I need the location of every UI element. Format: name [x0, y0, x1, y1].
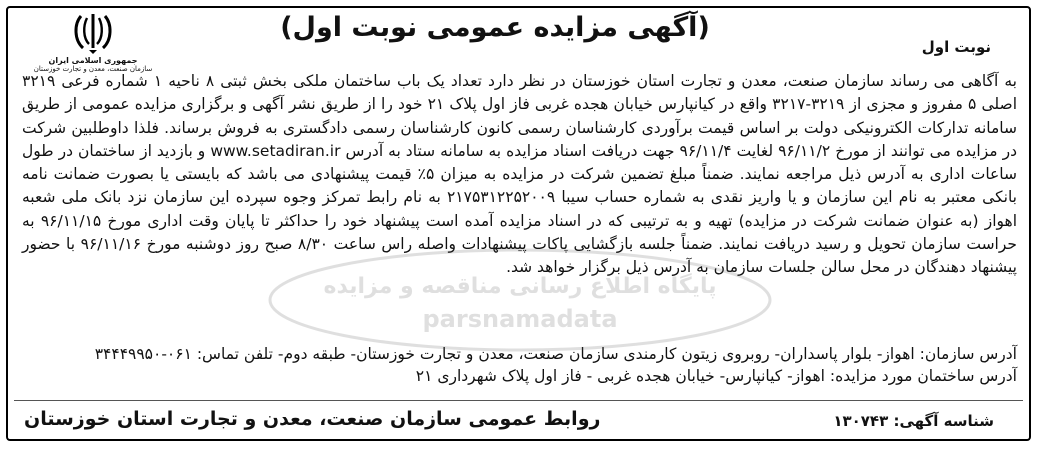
watermark-line2: parsnamadata [422, 305, 618, 333]
notice-body [22, 70, 1017, 280]
building-address: آدرس ساختمان مورد مزایده: اهواز- کیانپارس- خیابان هجده غربی - فاز اول پلاک شهرداری ۲۱ [415, 367, 1017, 385]
address-block [22, 343, 1017, 387]
round-label: نوبت اول [921, 38, 991, 56]
ad-id: شناسه آگهی: ۱۳۰۷۴۳ [833, 412, 994, 430]
logo-org-text: سازمان صنعت، معدن و تجارت خوزستان [33, 65, 153, 73]
watermark-line1: پایگاه اطلاع رسانی مناقصه و مزایده [323, 274, 717, 299]
logo-country-text: جمهوری اسلامی ایران [48, 56, 138, 65]
footer-organization: روابط عمومی سازمان صنعت، معدن و تجارت استان خوزستان [24, 408, 601, 430]
footer-divider [14, 400, 1023, 401]
org-address: آدرس سازمان: اهواز- بلوار پاسداران- روبروی زیتون کارمندی سازمان صنعت، معدن و تجارت خوزستان- طبقه دوم- تلفن تماس: ۰۶۱-۳۴۴۴۹۹۵۰ [94, 345, 1017, 363]
notice-title: (آگهی مزایده عمومی نوبت اول) [280, 12, 710, 43]
body-paragraph: به آگاهی می رساند سازمان صنعت، معدن و تجارت استان خوزستان در نظر دارد تعداد یک باب ساختمان ملکی بخش ثبتی ۸ ناحیه ۱ شماره فرعی ۳۲۱۹ اصلی ۵ مفروز و مجزی از ۳۲۱۹-۳۲۱۷ واقع در کیانپارس خیابان هجده غربی فاز اول پلاک ۲۱ خود را از طریق نشر آگهی و برگزاری مزایده عمومی از طریق سامانه تدارکات الکترونیکی دولت بر اساس قیمت برآوردی کارشناسان رسمی کانون کارشناسان رسمی دادگستری به فروش برساند. فلذا داوطلبین شرکت در مزایده می توانند از مورخ ۹۶/۱۱/۲ لغایت ۹۶/۱۱/۴ جهت دریافت اسناد مزایده به سامانه ستاد به آدرس www.setadiran.ir و بازدید از ساختمان در طول ساعات اداری به آدرس ذیل مراجعه نمایند. ضمناً مبلغ تضمین شرکت در مزایده به میزان ۵٪ قیمت پیشنهادی می باشد که بایستی یا بصورت ضمانت نامه بانکی معتبر به نام این سازمان و یا واریز نقدی به شماره حساب سیبا ۲۱۷۵۳۱۲۲۵۲۰۰۹ به نام رابط تمرکز وجوه سپرده این سازمان نزد بانک ملی شعبه اهواز (به عنوان ضمانت شرکت در مزایده) تهیه و به ترتیبی که در اسناد مزایده آمده است پیشنهاد خود را حداکثر تا پایان وقت اداری مورخ ۹۶/۱۱/۱۵ به حراست سازمان تحویل و رسید دریافت نمایند. ضمناً جلسه بازگشایی پاکات پیشنهادات واصله راس ساعت ۸/۳۰ صبح روز دوشنبه مورخ ۹۶/۱۱/۱۶ با حضور پیشنهاد دهندگان در محل سالن جلسات سازمان به آدرس ذیل برگزار خواهد شد. [22, 72, 1017, 277]
iran-emblem-icon [71, 10, 115, 54]
